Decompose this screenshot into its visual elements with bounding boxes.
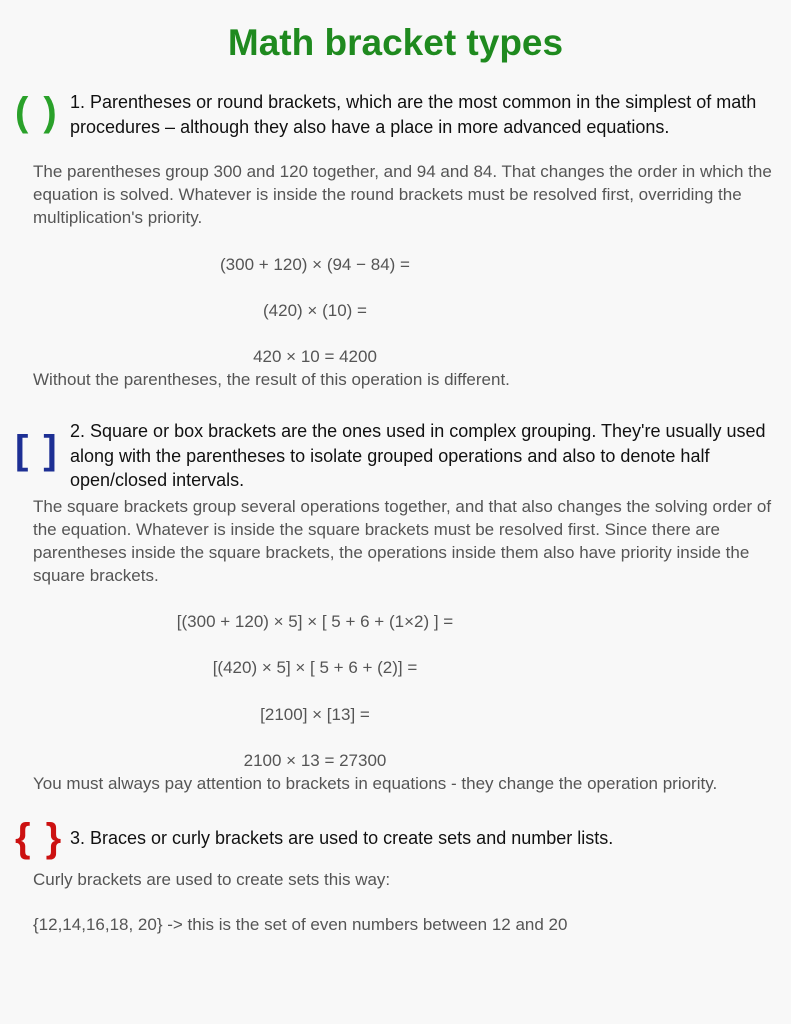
section-1-description: The parentheses group 300 and 120 together, and 94 and 84. That changes the order in which the equation is solved. Whatever is inside the round brackets must be resolved first, overriding the multiplication's priority.: [33, 162, 772, 227]
square-brackets-symbol-icon: [ ]: [15, 428, 59, 472]
curly-braces-symbol-icon: { }: [15, 816, 64, 860]
section-2-heading: 2. Square or box brackets are the ones used in complex grouping. They're usually used along with the parentheses to isolate grouped operations and also to denote half open/closed intervals.: [70, 421, 766, 490]
page-title: Math bracket types: [227, 22, 564, 63]
section-3-heading: 3. Braces or curly brackets are used to create sets and number lists.: [70, 828, 614, 848]
section-2-description: The square brackets group several operations together, and that also changes the solving order of the equation. Whatever is inside the square brackets must be resolved first. Since there are parentheses inside the square brackets, the operations inside them also have priority inside the square brackets.: [33, 497, 772, 585]
section-1-equation-3: 420 × 10 = 4200: [253, 347, 377, 366]
section-1-note: Without the parentheses, the result of this operation is different.: [33, 370, 510, 389]
section-2-equation-1: [(300 + 120) × 5] × [ 5 + 6 + (1×2) ] =: [176, 612, 454, 631]
section-1-heading: 1. Parentheses or round brackets, which are the most common in the simplest of math procedures – although they also have a place in more advanced equations.: [70, 92, 757, 137]
section-2-equation-2: [(420) × 5] × [ 5 + 6 + (2)] =: [212, 658, 418, 677]
section-1-equation-1: (300 + 120) × (94 − 84) =: [220, 255, 410, 274]
section-1-equation-2: (420) × (10) =: [263, 301, 367, 320]
parentheses-symbol-icon: ( ): [15, 90, 59, 134]
section-3-example: {12,14,16,18, 20} -> this is the set of even numbers between 12 and 20: [33, 915, 568, 934]
section-2-equation-4: 2100 × 13 = 27300: [243, 751, 387, 770]
section-2-note: You must always pay attention to brackets in equations - they change the operation priority.: [33, 774, 718, 793]
section-3-description: Curly brackets are used to create sets this way:: [33, 870, 391, 889]
section-2-equation-3: [2100] × [13] =: [260, 705, 370, 724]
